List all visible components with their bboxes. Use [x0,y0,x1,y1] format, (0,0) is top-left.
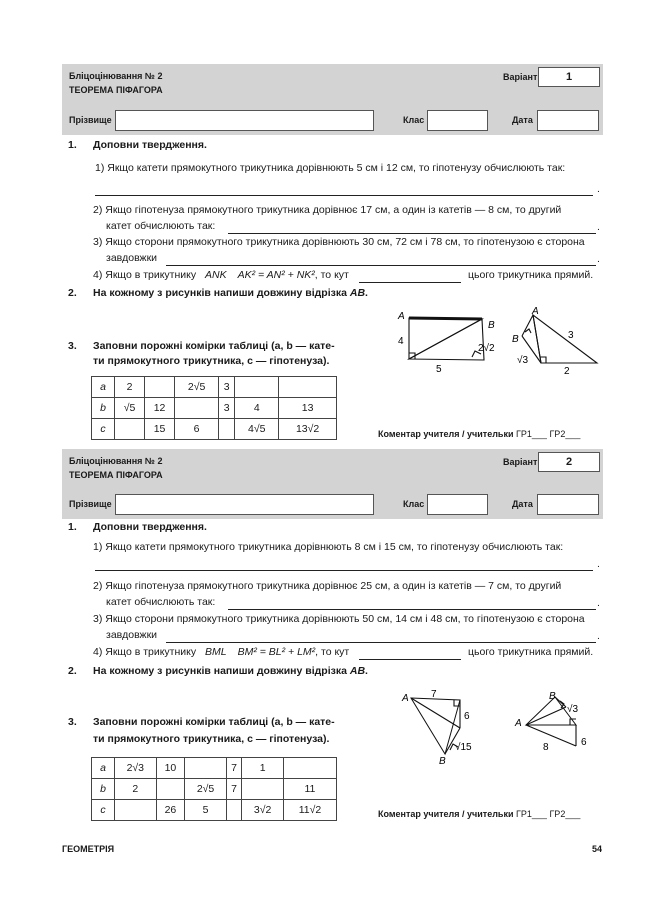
answer-line[interactable] [166,642,596,643]
figures-variant-1 [392,305,607,385]
table-cell: 13 [279,398,337,419]
table-cell: 4 [235,398,279,419]
answer-line[interactable] [359,659,461,660]
fig1-side-1: 4 [398,336,404,347]
table-cell: 3 [219,398,235,419]
fig2-side-3: 8 [543,742,549,753]
test-topic: ТЕОРЕМА ПІФАГОРА [69,85,163,95]
fig2-label-B: B [512,334,519,345]
equation: BM² = BL² + LM² [237,646,316,658]
answer-line[interactable] [228,609,596,610]
answer-line[interactable] [166,265,596,266]
table-cell: 4√5 [235,419,279,440]
table-cell[interactable] [115,800,157,821]
row-header: b [92,779,115,800]
class-field[interactable] [427,494,488,515]
table-cell[interactable] [144,377,174,398]
date-label: Дата [512,115,533,125]
table-cell[interactable] [226,800,241,821]
table-cell[interactable] [156,779,185,800]
table-cell: 2√5 [185,779,227,800]
question-3-number: 3. [68,716,77,728]
fig1-side-2: 6 [464,711,470,722]
fig1-label-B: B [488,320,495,331]
table-cell: 2√5 [175,377,219,398]
question-1-number: 1. [68,521,77,533]
figure-1 [411,698,460,754]
table-cell: 2 [115,779,157,800]
table-cell[interactable] [279,377,337,398]
table-cell[interactable] [115,419,145,440]
question-3-line-2: ти прямокутного трикутника, c — гіпотенуза). [93,355,330,367]
fig1-side-2: 5 [436,364,442,375]
figure-2 [522,315,597,363]
footer-subject: ГЕОМЕТРІЯ [62,844,115,854]
table-cell[interactable] [185,758,227,779]
statement-3: 3) Якщо сторони прямокутного трикутника дорівнюють 30 см, 72 см і 78 см, то гіпотенузою є сторона [93,236,585,248]
question-3-line-1: Заповни порожні комірки таблиці (a, b — кате- [93,716,335,728]
question-3-line-1: Заповни порожні комірки таблиці (a, b — кате- [93,340,335,352]
variant-number-box: 1 [538,67,600,87]
fig2-label-A: A [532,306,539,317]
equation: AK² = AN² + NK² [237,269,315,281]
table-cell: 12 [144,398,174,419]
statement-3: 3) Якщо сторони прямокутного трикутника дорівнюють 50 см, 14 см і 48 см, то гіпотенузою є сторона [93,613,585,625]
table-cell: 10 [156,758,185,779]
table-cell: 11 [283,779,336,800]
fig2-label-B: B [549,691,556,702]
fig2-label-A: A [515,718,522,729]
triangle-name: ANK [205,269,227,281]
answer-line[interactable] [359,282,461,283]
table-cell[interactable] [235,377,279,398]
variant-label: Варіант [503,457,538,467]
test-title: Бліцоцінювання № 2 [69,71,163,81]
answer-line[interactable] [95,195,593,196]
pythagoras-table [91,376,337,440]
table-cell: 15 [144,419,174,440]
question-2-title: На кожному з рисунків напиши довжину відрізка AB. [93,287,368,299]
class-field[interactable] [427,110,488,131]
test-topic: ТЕОРЕМА ПІФАГОРА [69,470,163,480]
test-title: Бліцоцінювання № 2 [69,456,163,466]
table-row [92,398,337,419]
statement-1: 1) Якщо катети прямокутного трикутника дорівнюють 5 см і 12 см, то гіпотенузу обчислюють так: [95,162,566,174]
statement-2-cont: катет обчислюють так: [106,596,216,608]
surname-field[interactable] [115,494,374,515]
variant-number-box: 2 [538,452,600,472]
table-cell: 2√3 [115,758,157,779]
date-label: Дата [512,499,533,509]
statement-1: 1) Якщо катети прямокутного трикутника дорівнюють 8 см і 15 см, то гіпотенузу обчислюють так: [93,541,564,553]
table-row [92,758,337,779]
table-row [92,800,337,821]
fig1-side-3: √15 [455,742,472,753]
fig2-side-1: 3 [568,330,574,341]
page-number: 54 [592,844,603,854]
row-header: b [92,398,115,419]
class-label: Клас [403,499,425,509]
statement-3-cont: завдовжки [106,252,158,264]
table-cell: 6 [175,419,219,440]
table-cell: 26 [156,800,185,821]
statement-2: 2) Якщо гіпотенуза прямокутного трикутника дорівнює 17 см, а один із катетів — 8 см, то другий [93,204,562,216]
fig1-side-1: 7 [431,689,437,700]
table-cell: 2 [115,377,145,398]
table-cell: 13√2 [279,419,337,440]
question-1-title: Доповни твердження. [93,521,207,533]
teacher-comment: Коментар учителя / учительки ГР1___ ГР2___ [378,429,581,439]
surname-label: Прізвище [69,115,112,125]
question-2-title: На кожному з рисунків напиши довжину відрізка AB. [93,665,368,677]
table-row [92,377,337,398]
table-row [92,779,337,800]
statement-2-cont: катет обчислюють так: [106,220,216,232]
fig1-label-A: A [402,693,409,704]
table-cell: 11√2 [283,800,336,821]
row-header: c [92,800,115,821]
fig2-side-3: √3 [517,355,529,366]
figures-variant-2 [395,684,605,769]
class-label: Клас [403,115,425,125]
figure-1 [409,318,484,360]
date-field[interactable] [537,494,599,515]
question-2-number: 2. [68,287,77,299]
table-cell: 1 [242,758,284,779]
table-row [92,419,337,440]
answer-line[interactable] [95,570,593,571]
statement-4: 4) Якщо в трикутнику BML BM² = BL² + LM², то кут [93,646,350,658]
question-2-number: 2. [68,665,77,677]
fig2-side-2: 2 [564,366,570,377]
row-header: a [92,758,115,779]
statement-2: 2) Якщо гіпотенуза прямокутного трикутника дорівнює 25 см, а один із катетів — 7 см, то другий [93,580,562,592]
variant-header [62,449,603,495]
fig1-label-B: B [439,756,446,767]
statement-4: 4) Якщо в трикутнику ANK AK² = AN² + NK², то кут [93,269,349,281]
variant-header [62,64,603,110]
date-field[interactable] [537,110,599,131]
question-3-line-2: ти прямокутного трикутника, c — гіпотенуза). [93,733,330,745]
question-1-number: 1. [68,139,77,151]
table-cell[interactable] [219,419,235,440]
fig1-label-A: A [398,311,405,322]
row-header: a [92,377,115,398]
table-cell[interactable] [242,779,284,800]
table-cell[interactable] [175,398,219,419]
table-cell: 3√2 [242,800,284,821]
variant-label: Варіант [503,72,538,82]
triangle-name: BML [205,646,227,658]
surname-label: Прізвище [69,499,112,509]
student-info-row [62,491,603,519]
fig2-side-1: √3 [567,704,579,715]
table-cell: 7 [226,779,241,800]
student-info-row [62,107,603,135]
statement-4-end: цього трикутника прямий. [468,646,594,658]
row-header: c [92,419,115,440]
question-3-number: 3. [68,340,77,352]
table-cell: 3 [219,377,235,398]
teacher-comment: Коментар учителя / учительки ГР1___ ГР2___ [378,809,581,819]
statement-3-cont: завдовжки [106,629,158,641]
fig1-side-3: 2√2 [478,343,495,354]
surname-field[interactable] [115,110,374,131]
table-cell: √5 [115,398,145,419]
answer-line[interactable] [228,233,596,234]
fig2-side-2: 6 [581,737,587,748]
pythagoras-table [91,757,337,821]
question-1-title: Доповни твердження. [93,139,207,151]
table-cell: 7 [226,758,241,779]
table-cell: 5 [185,800,227,821]
statement-4-end: цього трикутника прямий. [468,269,594,281]
table-cell[interactable] [283,758,336,779]
